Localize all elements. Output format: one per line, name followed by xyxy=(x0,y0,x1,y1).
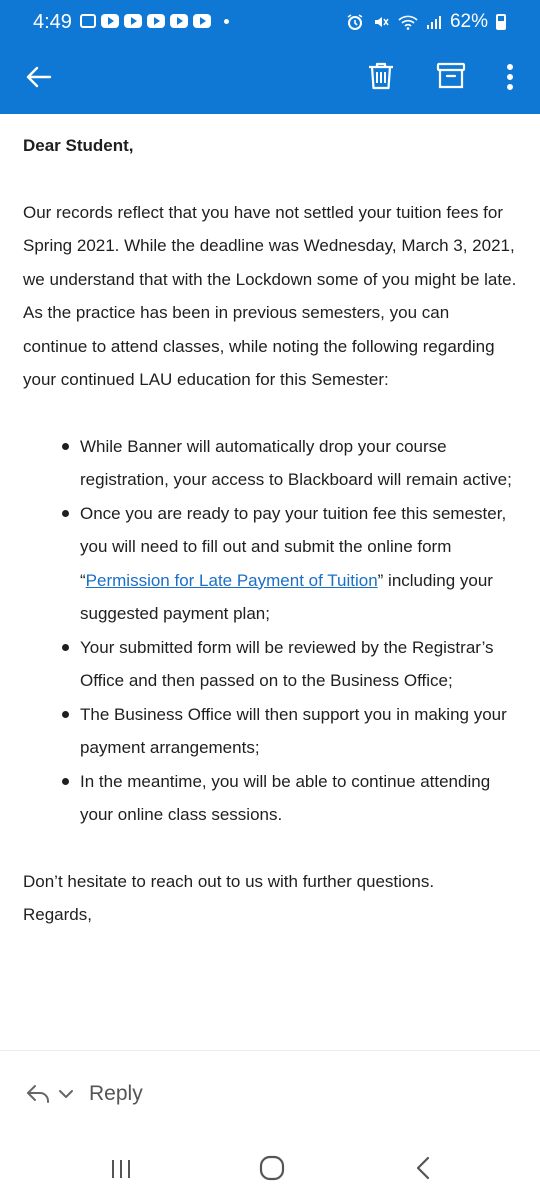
email-greeting: Dear Student, xyxy=(23,136,134,155)
battery-percent: 62% xyxy=(449,11,488,32)
chevron-down-icon[interactable] xyxy=(57,1088,75,1100)
email-body xyxy=(23,129,518,932)
status-right xyxy=(346,11,506,33)
reply-icon xyxy=(25,1083,51,1105)
reply-label: Reply xyxy=(89,1082,143,1105)
youtube-icon xyxy=(193,14,211,28)
app-toolbar xyxy=(0,44,540,114)
battery-icon xyxy=(496,14,506,30)
archive-icon[interactable] xyxy=(436,61,466,91)
back-arrow-icon[interactable] xyxy=(22,60,56,94)
list-item xyxy=(23,497,518,631)
youtube-icon xyxy=(147,14,165,28)
email-closing xyxy=(23,865,518,932)
list-item-text: Your submitted form will be reviewed by the Registrar’s Office and then passed on to the Business Office; xyxy=(80,637,494,690)
closing-line: Don’t hesitate to reach out to us with further questions. xyxy=(23,871,435,891)
email-paragraph: Our records reflect that you have not settled your tuition fees for Spring 2021. While the deadline was Wednesday, March 3, 2021, we understand that with the Lockdown some of you might be late. As the practice has been in previous semesters, you can continue to attend classes, while noting the following regarding your continued LAU education for this Semester: xyxy=(23,202,517,389)
youtube-icon xyxy=(101,14,119,28)
email-signoff: Regards, xyxy=(23,905,92,924)
recent-apps-icon[interactable] xyxy=(109,1158,133,1180)
list-item xyxy=(23,631,518,698)
late-payment-form-link[interactable]: Permission for Late Payment of Tuition xyxy=(85,570,378,590)
notification-icons xyxy=(80,14,229,28)
app-header xyxy=(0,0,540,114)
dot-icon xyxy=(224,19,229,24)
alarm-icon xyxy=(346,13,364,31)
trash-icon[interactable] xyxy=(366,59,396,93)
more-vertical-icon[interactable] xyxy=(500,62,520,92)
list-item-text: The Business Office will then support you in making your payment arrangements; xyxy=(80,704,507,757)
system-nav-bar xyxy=(0,1138,540,1200)
signal-icon xyxy=(426,14,442,30)
list-item-text: While Banner will automatically drop your course registration, your access to Blackboard will remain active; xyxy=(80,436,512,489)
nav-back-icon[interactable] xyxy=(414,1155,432,1181)
home-icon[interactable] xyxy=(259,1155,285,1181)
notification-badge-icon xyxy=(80,14,96,28)
status-bar xyxy=(0,0,540,44)
list-item-text: Once you are ready to pay your tuition fee this semester, you will need to fill out and submit the online form “ xyxy=(80,503,507,590)
divider xyxy=(0,1050,540,1051)
bullet-list xyxy=(23,430,518,832)
list-item xyxy=(23,698,518,765)
list-item-text: ” including your suggested payment plan; xyxy=(80,570,493,623)
status-time: 4:49 xyxy=(33,11,72,33)
wifi-icon xyxy=(398,14,418,30)
list-item xyxy=(23,430,518,497)
youtube-icon xyxy=(170,14,188,28)
youtube-icon xyxy=(124,14,142,28)
reply-button[interactable] xyxy=(25,1074,143,1114)
list-item xyxy=(23,765,518,832)
list-item-text: In the meantime, you will be able to continue attending your online class sessions. xyxy=(80,771,491,824)
mute-icon xyxy=(372,13,390,31)
